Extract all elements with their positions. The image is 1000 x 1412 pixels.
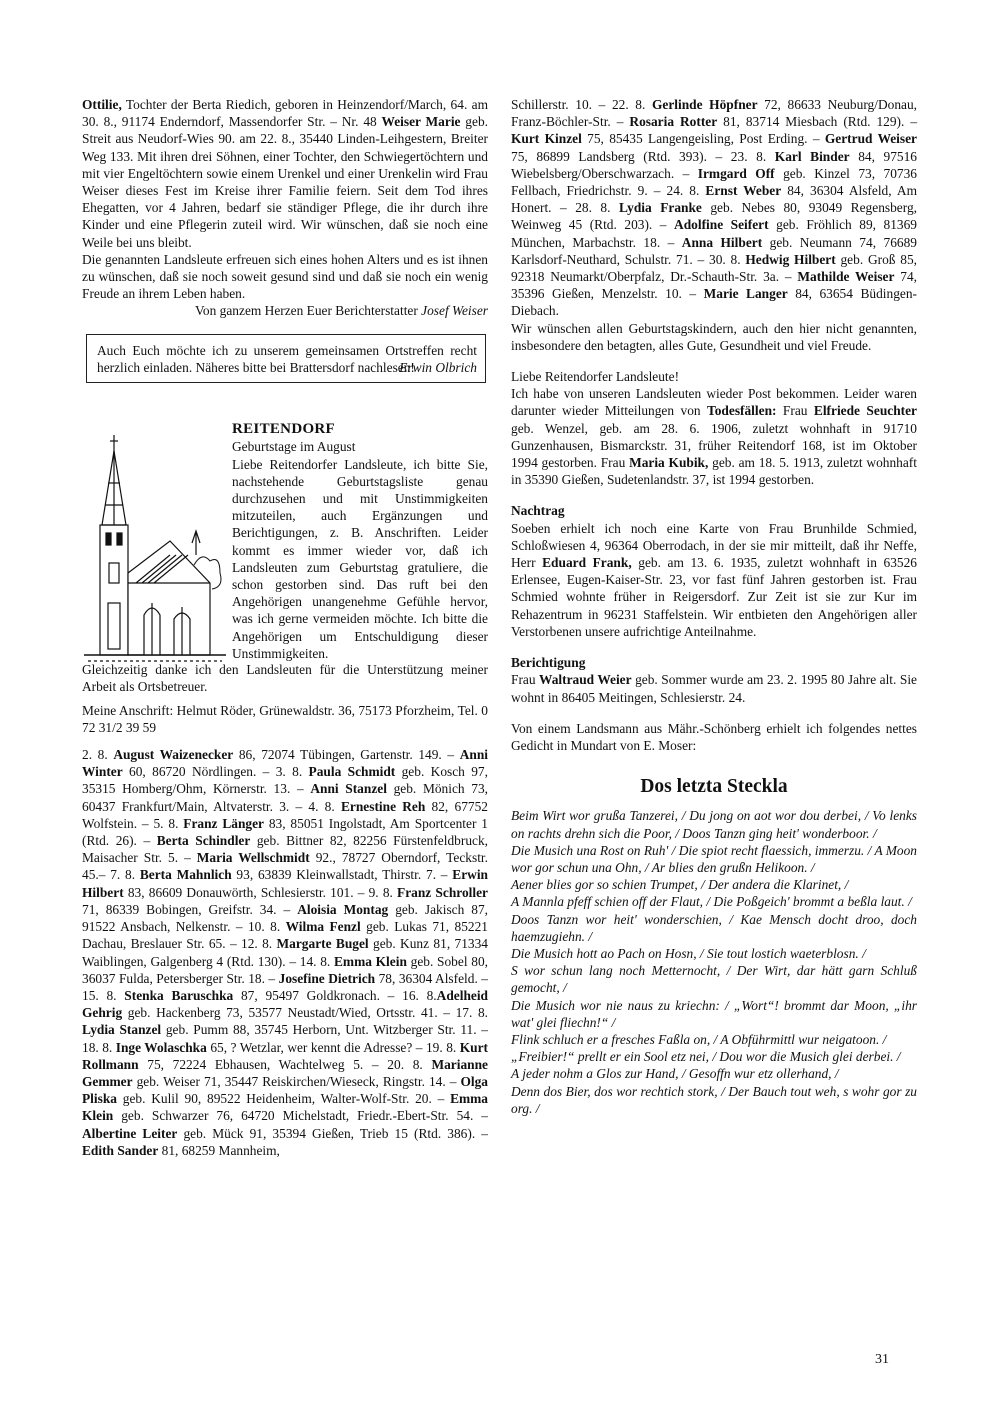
poem-line: A jeder nohm a Glos zur Hand, / Gesoffn wur etz ollerhand, /	[511, 1066, 839, 1082]
left-column	[82, 96, 488, 1159]
right-column	[511, 96, 917, 1117]
poem-line: Aener blies gor so schien Trumpet, / Der andera die Klarinet, /	[511, 877, 849, 893]
reitendorf-section	[82, 421, 488, 663]
berichtigung-heading: Berichtigung	[511, 655, 586, 671]
poem-line: A Mannla pfeff schien off der Flaut, / Die Poßgeich' brommt a beßla laut. /	[511, 894, 912, 910]
poem-line: „Freibier!“ prellt er ein Sool etz nei, / Dou wor die Musich glei derbei. /	[511, 1049, 901, 1065]
contact-address: Meine Anschrift: Helmut Röder, Grünewaldstr. 36, 75173 Pforzheim, Tel. 0 72 31/2 39 59	[82, 702, 488, 735]
invitation-box	[86, 334, 486, 384]
poem-title: Dos letzta Steckla	[640, 776, 788, 798]
berichtigung-paragraph: Frau Waltraud Weier geb. Sommer wurde am 23. 2. 1995 80 Jahre alt. Sie wohnt in 86405 Meitingen, Schlesierstr. 24.	[511, 672, 917, 705]
nachtrag-heading: Nachtrag	[511, 503, 565, 519]
page-number: 31	[875, 1352, 889, 1367]
poem-line: Beim Wirt wor grußa Tanzerei, / Du jong on aot wor dou derbei, / Vo lenks on rachts drehn sich die Poor, / Doos Tanzn ging heit' wonderboor. /	[511, 808, 917, 841]
reitendorf-thanks: Gleichzeitig danke ich den Landsleuten für die Unterstützung meiner Arbeit als Ortsbetreuer.	[82, 662, 488, 695]
poem-line: Die Musich wor nie naus zu kriechn: / „Wort“! brommt dar Moon, „ihr wat' glei fliechn!“ /	[511, 997, 917, 1030]
poem-line: S wor schun lang noch Metternocht, / Der Wirt, dar hätt garn Schluß gemocht, /	[511, 963, 917, 996]
greeting: Liebe Reitendorfer Landsleute!	[511, 369, 680, 385]
poem-line: Die Musich una Rost on Ruh' / Die spiot recht flaessich, immerzu. / A Moon wor gor schun una Ohn, / Ar blies den grußn Helikoon. /	[511, 842, 917, 875]
church-illustration	[84, 433, 226, 665]
reporter-signature	[82, 302, 488, 319]
poem	[511, 807, 917, 1117]
invitation-text: Auch Euch möchte ich zu unserem gemeinsamen Ortstreffen recht herzlich einladen. Näheres bitte bei Brattersdorf nachlesen!	[97, 342, 477, 375]
deaths-paragraph: Ich habe von unseren Landsleuten wieder Post bekommen. Leider waren darunter wieder Mitteilungen von Todesfällen: Frau Elfriede Seuchter geb. Wenzel, geb. am 28. 6. 1906, zuletzt wohnhaft in 91710 Gunzenhausen, Bismarckstr. 31, früher Reitendorf 168, ist im Oktober 1994 gestorben. Frau Maria Kubik, geb. am 18. 5. 1913, zuletzt wohnhaft in 35390 Gießen, Sudetenlandstr. 37, ist 1994 gestorben.	[511, 386, 918, 488]
poem-line: Flink schluch er a fresches Faßla on, / A Obführmittl wur neigatoon. /	[511, 1031, 887, 1047]
wishes-paragraph: Wir wünschen allen Geburtstagskindern, auch den hier nicht genannten, insbesondere den betagten, alles Gute, Gesundheit und viel Freude.	[511, 320, 917, 353]
section-title-reitendorf: REITENDORF	[232, 421, 336, 438]
intro-paragraph: Ottilie, Tochter der Berta Riedich, geboren in Heinzendorf/March, 64. am 30. 8., 91174 Enderndorf, Massendorfer Str. – Nr. 48 Weiser Marie geb. Streit aus Neudorf-Wies 90. am 22. 8., 35440 Linden-Leihgestern, Breiter Weg 133. Mit ihren drei Söhnen, einer Tochter, den Schwiegertöchtern und mit vier Engeltöchtern sowie einem Urenkel und einer Urenkelin wird Frau Weiser dieses Fest im Kreise ihrer Familie feiern. Seit dem Tod ihres Ehegatten, vor 4 Jahren, bedarf sie ständiger Pflege, die ihr durch ihre Kinder und eine Pflegerin zuteil wird. Wir wünschen, daß sie noch eine Weile bei uns bleibt.	[82, 97, 488, 250]
invitation-signature: Erwin Olbrich	[399, 360, 477, 376]
signature-prefix: Von ganzem Herzen Euer Berichterstatter	[194, 303, 418, 319]
signature-name: Josef Weiser	[421, 303, 488, 319]
poem-line: Die Musich hott ao Pach on Hosn, / Sie tout lostich waeterblosn. /	[511, 945, 866, 961]
poem-line: Doos Tanzn wor heit' wonderschien, / Kae Mensch docht droo, doch haemzugiehn. /	[511, 911, 917, 944]
closing-paragraph: Die genannten Landsleute erfreuen sich eines hohen Alters und es ist ihnen zu wünschen, daß sie noch soweit gesund sind und daß sie noch ein wenig Freude an ihrem Leben haben.	[82, 251, 488, 302]
poem-line: Denn dos Bier, dos wor rechtich stork, / Der Bauch tout weh, s wohr gor zu org. /	[511, 1083, 917, 1116]
nachtrag-paragraph: Soeben erhielt ich noch eine Karte von Frau Brunhilde Schmied, Schloßwiesen 4, 96364 Oberrodach, in der sie mir mitteilt, daß ihr Neffe, Herr Eduard Frank, geb. am 13. 6. 1935, zuletzt wohnhaft in 63526 Erlensee, Eugen-Kaiser-Str. 23, vor fast fünf Jahren gestorben ist. Frau Schmied wohnte früher in Reigersdorf. Zur Zeit ist sie zur Kur im Rehazentrum in 96231 Staffelstein. Wir entbieten den Angehörigen aller Verstorbenen unsere aufrichtige Anteilnahme.	[511, 520, 918, 639]
section-subtitle: Geburtstage im August	[232, 439, 356, 455]
reitendorf-intro: Liebe Reitendorfer Landsleute, ich bitte Sie, nachstehende Geburtstagsliste genau durchzusehen und mit Unstimmigkeiten mitzuteilen, auch Ergänzungen und Berichtigungen, z. B. Anschriften. Leider kommt es immer wieder vor, daß ich Landsleuten zum Geburtstag gratuliere, die schon gestorben sind. Das ruft bei den Angehörigen unangenehme Gefühle hervor, was ich gerne vermeiden möchte. Ich bitte die Angehörigen um Entschuldigung dieser Unstimmigkeiten.	[232, 456, 488, 661]
reitendorf-text	[232, 421, 488, 662]
poem-intro: Von einem Landsmann aus Mähr.-Schönberg erhielt ich folgendes nettes Gedicht in Mundart von E. Moser:	[511, 720, 917, 753]
birthday-list: 2. 8. August Waizenecker 86, 72074 Tübingen, Gartenstr. 149. – Anni Winter 60, 86720 Nördlingen. – 3. 8. Paula Schmidt geb. Kosch 97, 35315 Homberg/Ohm, Körnerstr. 13. – Anni Stanzel geb. Mönich 73, 60437 Frankfurt/Main, Altvaterstr. 3. – 4. 8. Ernestine Reh 82, 67752 Wolfstein. – 5. 8. Franz Länger 83, 85051 Ingolstadt, Am Sportcenter 1 (Rtd. 26). – Berta Schindler geb. Bittner 82, 82256 Fürstenfeldbruck, Maisacher Str. 5. – Maria Wellschmidt 92., 78727 Oberndorf, Teckstr. 45.– 7. 8. Berta Mahnlich 93, 63839 Kleinwallstadt, Thirstr. 7. – Erwin Hilbert 83, 86609 Donauwörth, Schlesierstr. 101. – 9. 8. Franz Schroller 71, 86339 Bobingen, Greifstr. 34. – Aloisia Montag geb. Jakisch 87, 91522 Ansbach, Nelkenstr. – 10. 8. Wilma Fenzl geb. Lukas 71, 85221 Dachau, Breslauer Str. 65. – 12. 8. Margarte Bugel geb. Kunz 81, 71334 Waiblingen, Galgenberg 4 (Rtd. 130). – 14. 8. Emma Klein geb. Sobel 80, 36037 Fulda, Petersberger Str. 18. – Josefine Dietrich 78, 36304 Alsfeld. – 15. 8. Stenka Baruschka 87, 95497 Goldkronach. – 16. 8.Adelheid Gehrig geb. Hackenberg 73, 53577 Neustadt/Wied, Ortsstr. 41. – 17. 8. Lydia Stanzel geb. Pumm 88, 35745 Herborn, Unt. Witzberger Str. 11. – 18. 8. Inge Wolaschka 65, ? Wetzlar, wer kennt die Adresse? – 19. 8. Kurt Rollmann 75, 72224 Ebhausen, Wachtelweg 5. – 20. 8. Marianne Gemmer geb. Weiser 71, 35447 Reiskirchen/Wieseck, Ringstr. 14. – Olga Pliska geb. Kulil 90, 89522 Heidenheim, Walter-Wolf-Str. 20. – Emma Klein geb. Schwarzer 76, 64720 Michelstadt, Friedr.-Ebert-Str. 54. – Albertine Leiter geb. Mück 91, 35394 Gießen, Trieb 15 (Rtd. 386). – Edith Sander 81, 68259 Mannheim,	[82, 747, 489, 1158]
birthday-list-continued: Schillerstr. 10. – 22. 8. Gerlinde Höpfner 72, 86633 Neuburg/Donau, Franz-Böchler-Str. – Rosaria Rotter 81, 83714 Miesbach (Rtd. 129). – Kurt Kinzel 75, 85435 Langengeisling, Post Erding. – Gertrud Weiser 75, 86899 Landsberg (Rtd. 393). – 23. 8. Karl Binder 84, 97516 Wiebelsberg/Oberschwarzach. – Irmgard Off geb. Kinzel 73, 70736 Fellbach, Friedrichstr. 9. – 24. 8. Ernst Weber 84, 36304 Alsfeld, Am Honert. – 28. 8. Lydia Franke geb. Nebes 80, 93049 Regensberg, Weinweg 45 (Rtd. 203). – Adolfine Seifert geb. Fröhlich 89, 81369 München, Marbachstr. 18. – Anna Hilbert geb. Neumann 74, 76689 Karlsdorf-Neuthard, Schulstr. 71. – 30. 8. Hedwig Hilbert geb. Groß 85, 92318 Neumarkt/Oberpfalz, Dr.-Schauth-Str. 3a. – Mathilde Weiser 74, 35396 Gießen, Menzelstr. 10. – Marie Langer 84, 63654 Büdingen-Diebach.	[511, 97, 918, 319]
